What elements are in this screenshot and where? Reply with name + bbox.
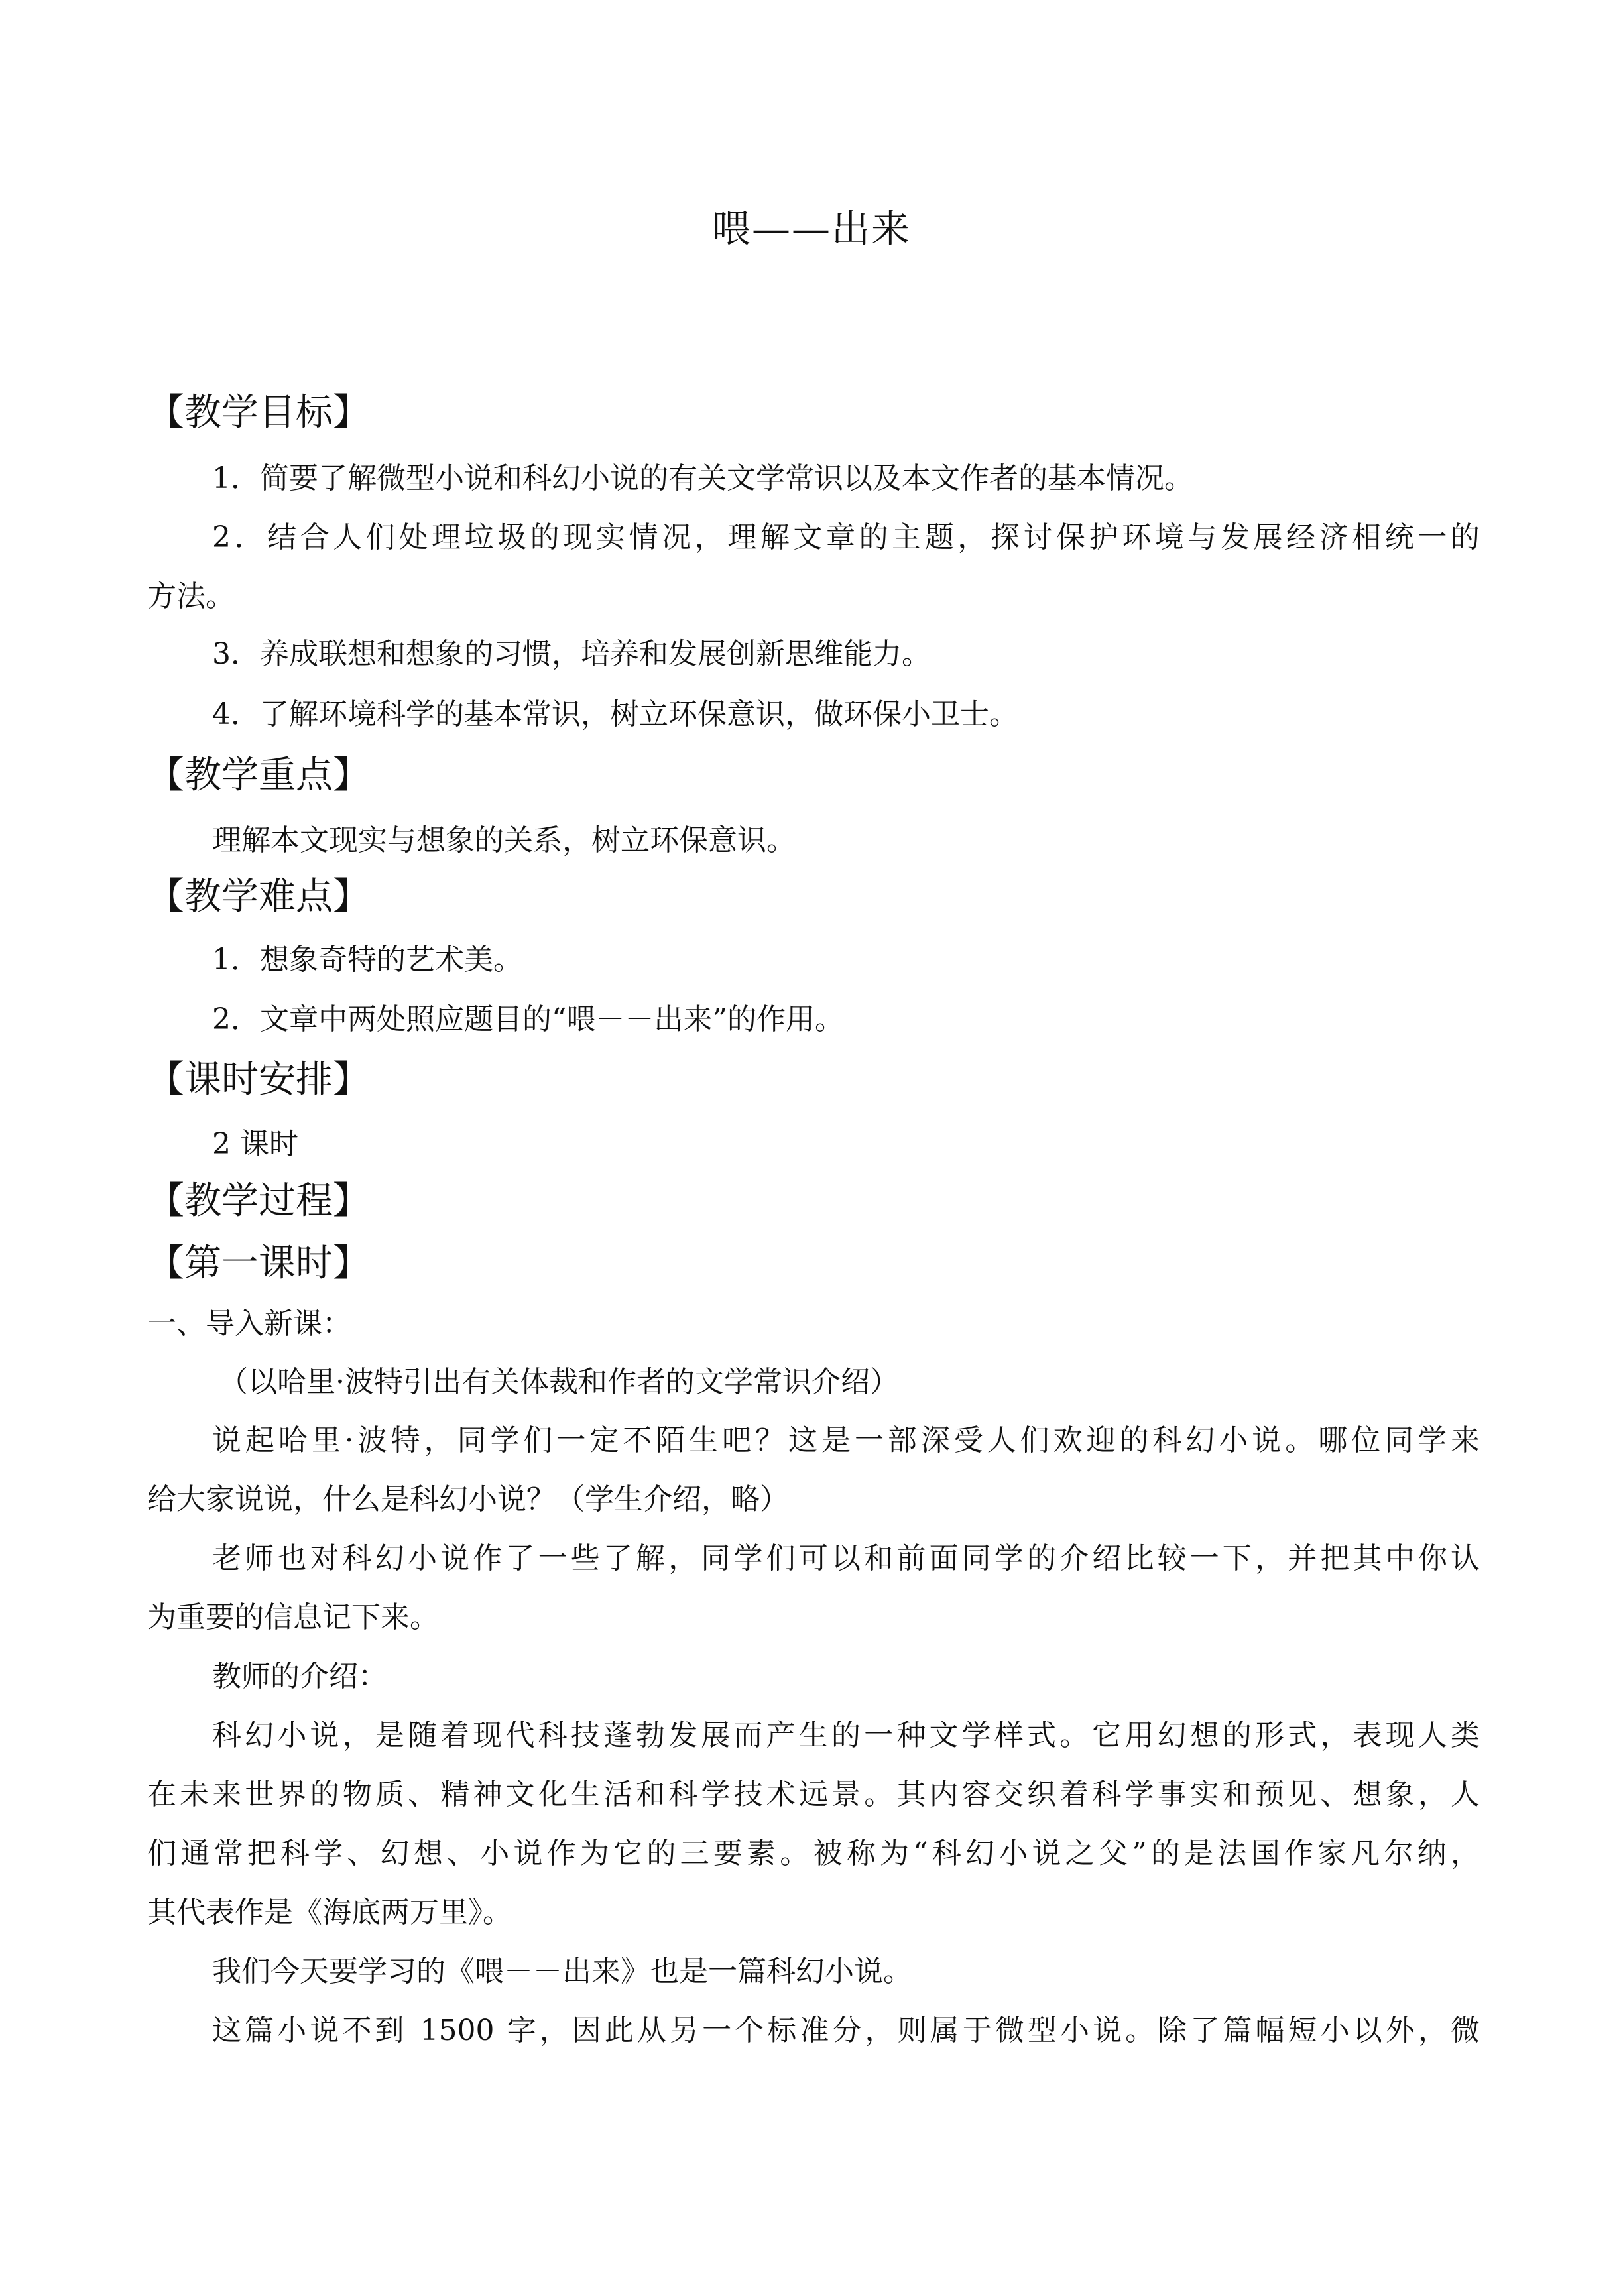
intro-note: （以哈里·波特引出有关体裁和作者的文学常识介绍） xyxy=(219,1365,899,1399)
difficulty-heading: 【教学难点】 xyxy=(147,875,370,918)
intro-heading: 一、导入新课： xyxy=(147,1307,351,1341)
schedule-heading: 【课时安排】 xyxy=(147,1058,370,1101)
objectives-heading: 【教学目标】 xyxy=(147,391,370,434)
paragraph-line: 在未来世界的物质、精神文化生活和科学技术远景。其内容交织着科学事实和预见、想象，人 xyxy=(147,1778,1480,1811)
paragraph-line: 给大家说说，什么是科幻小说？（学生介绍，略） xyxy=(147,1482,789,1516)
paragraph-line: 说起哈里·波特，同学们一定不陌生吧？这是一部深受人们欢迎的科幻小说。哪位同学来 xyxy=(212,1423,1480,1457)
paragraph-line: 这篇小说不到 1500 字，因此从另一个标准分，则属于微型小说。除了篇幅短小以外，微 xyxy=(212,2014,1480,2047)
difficulty-1: 1．想象奇特的艺术美。 xyxy=(212,943,522,977)
objective-1: 1．简要了解微型小说和科幻小说的有关文学常识以及本文作者的基本情况。 xyxy=(212,461,1193,495)
process-heading: 【教学过程】 xyxy=(147,1179,370,1223)
paragraph-line: 老师也对科幻小说作了一些了解，同学们可以和前面同学的介绍比较一下，并把其中你认 xyxy=(212,1541,1480,1575)
paragraph-line: 科幻小说，是随着现代科技蓬勃发展而产生的一种文学样式。它用幻想的形式，表现人类 xyxy=(212,1719,1480,1752)
page-title: 喂——出来 xyxy=(711,206,911,251)
objective-2-cont: 方法。 xyxy=(147,579,235,613)
objective-2: 2．结合人们处理垃圾的现实情况，理解文章的主题，探讨保护环境与发展经济相统一的 xyxy=(212,520,1480,554)
objective-3: 3．养成联想和想象的习惯，培养和发展创新思维能力。 xyxy=(212,637,931,671)
difficulty-2: 2．文章中两处照应题目的“喂－－出来”的作用。 xyxy=(212,1002,844,1036)
paragraph-line: 为重要的信息记下来。 xyxy=(147,1601,439,1634)
paragraph-line: 我们今天要学习的《喂－－出来》也是一篇科幻小说。 xyxy=(212,1955,912,1988)
lesson1-heading: 【第一课时】 xyxy=(147,1242,370,1285)
focus-heading: 【教学重点】 xyxy=(147,754,370,797)
paragraph-line: 其代表作是《海底两万里》。 xyxy=(147,1896,512,1929)
paragraph-line: 教师的介绍： xyxy=(212,1660,387,1693)
focus-text: 理解本文现实与想象的关系，树立环保意识。 xyxy=(212,823,796,857)
schedule-text: 2 课时 xyxy=(212,1127,298,1161)
objective-4: 4．了解环境科学的基本常识，树立环保意识，做环保小卫士。 xyxy=(212,697,1018,731)
paragraph-line: 们通常把科学、幻想、小说作为它的三要素。被称为“科幻小说之父”的是法国作家凡尔纳， xyxy=(147,1837,1480,1870)
